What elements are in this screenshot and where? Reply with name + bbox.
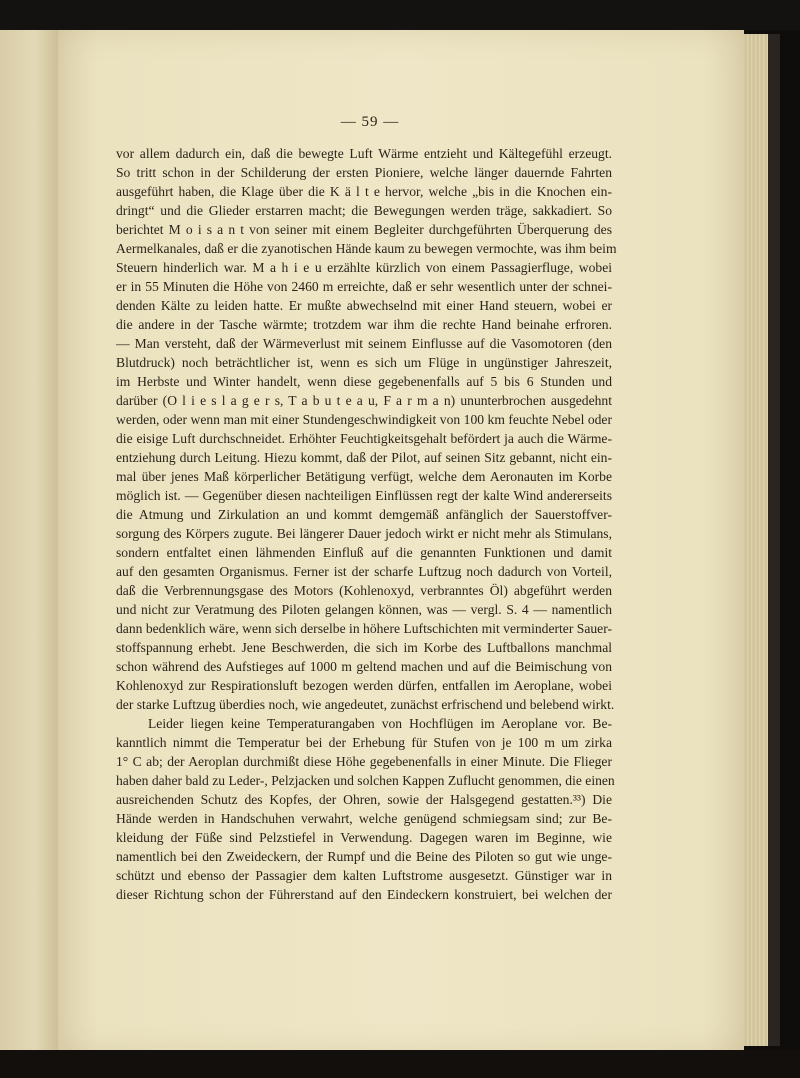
- book-cover-edge: [768, 34, 780, 1046]
- text-line: möglich ist. — Gegenüber diesen nachteiligen Einflüssen regt der kalte Wind andererseits: [116, 488, 612, 503]
- text-line: und nicht zur Veratmung des Piloten gelangen können, was — vergl. S. 4 — namentlich: [116, 602, 612, 617]
- paragraph-start-line: Leider liegen keine Temperaturangaben von Hochflügen im Aeroplane vor. Be-: [148, 716, 612, 731]
- text-line: stoffspannung erhebt. Jene Beschwerden, die sich im Korbe des Luftballons manchmal: [116, 640, 612, 655]
- text-line: ausreichenden Schutz des Kopfes, der Ohren, sowie der Halsgegend gestatten.³³) Die: [116, 792, 612, 807]
- text-line: Blutdruck) noch beträchtlicher ist, wenn es sich um Flüge in ungünstiger Jahreszeit,: [116, 355, 612, 370]
- text-line: werden, oder wenn man mit einer Stundengeschwindigkeit von 100 km feuchte Nebel oder: [116, 412, 612, 427]
- text-line: namentlich bei den Zweideckern, der Rumpf und die Beine des Piloten so gut wie unge-: [116, 849, 612, 864]
- text-line: ausgeführt haben, die Klage über die K ä l t e hervor, welche „bis in die Knochen ein-: [116, 184, 612, 199]
- text-line: Steuern hinderlich war. M a h i e u erzählte kürzlich von einem Passagierfluge, wobei: [116, 260, 612, 275]
- scan-top-border: [0, 0, 800, 30]
- text-line: darüber (O l i e s l a g e r s, T a b u t e a u, F a r m a n) ununterbrochen ausgedehnt: [116, 393, 612, 408]
- text-line: denden Kälte zu leiden hatte. Er mußte abwechselnd mit einer Hand steuern, wobei er: [116, 298, 612, 313]
- body-text: [116, 144, 617, 904]
- scan-bottom-border: [0, 1050, 800, 1078]
- text-line: sondern entfaltet einen lähmenden Einfluß auf die genannten Funktionen und damit: [116, 545, 612, 560]
- text-line: die Atmung und Zirkulation an und kommt demgemäß anfänglich der Sauerstoffver-: [116, 507, 612, 522]
- text-line: So tritt schon in der Schilderung der ersten Pioniere, welche länger dauernde Fahrten: [116, 165, 612, 180]
- text-line: — Man versteht, daß der Wärmeverlust mit seinem Einflusse auf die Vasomotoren (den: [116, 336, 612, 351]
- paragraph-end-line: der starke Luftzug überdies noch, wie angedeutet, zunächst erfrischend und belebend wirkt.: [116, 697, 615, 712]
- text-line: berichtet M o i s a n t von seiner mit einem Begleiter durchgeführten Überquerung des: [116, 222, 612, 237]
- text-line: die eisige Luft durchschneidet. Erhöhter Feuchtigkeitsgehalt befördert ja auch die Wärme-: [116, 431, 612, 446]
- text-line: die andere in der Tasche wärmte; trotzdem war ihm die rechte Hand beinahe erfroren.: [116, 317, 612, 332]
- text-line: schützt und ebenso der Passagier dem kalten Luftstrome ausgesetzt. Günstiger war in: [116, 868, 612, 883]
- text-line: Aermelkanales, daß er die zyanotischen Hände kaum zu bewegen vermochte, was ihm beim: [116, 241, 617, 256]
- text-line: dieser Richtung schon der Führerstand auf den Eindeckern konstruiert, bei welchen der: [116, 887, 612, 902]
- page-number: — 59 —: [340, 114, 400, 130]
- text-line: daß die Verbrennungsgase des Motors (Kohlenoxyd, verbranntes Öl) abgeführt werden: [116, 583, 612, 598]
- text-line: sorgung des Körpers zugute. Bei längerer Dauer jedoch wirkt er nicht mehr als Stimulans,: [116, 526, 612, 541]
- text-line: entziehung durch Leitung. Hiezu kommt, daß der Pilot, auf seinen Sitz gebannt, nicht ein-: [116, 450, 612, 465]
- text-line: kleidung der Füße sind Pelzstiefel in Verwendung. Dagegen waren im Beginne, wie: [116, 830, 612, 845]
- text-line: im Herbste und Winter handelt, wenn diese gegebenenfalls auf 5 bis 6 Stunden und: [116, 374, 612, 389]
- text-line: haben daher bald zu Leder-, Pelzjacken und solchen Kappen Zuflucht genommen, die einen: [116, 773, 615, 788]
- text-line: dringt“ und die Glieder erstarren macht; die Bewegungen werden träge, sakkadiert. So: [116, 203, 612, 218]
- text-line: dann bedenklich wäre, wenn sich derselbe in höhere Luftschichten mit verminderter Sauer-: [116, 621, 612, 636]
- text-line: kanntlich nimmt die Temperatur bei der Erhebung für Stufen von je 100 m um zirka: [116, 735, 612, 750]
- text-line: Hände werden in Handschuhen verwahrt, welche genügend schmiegsam sind; zur Be-: [116, 811, 612, 826]
- text-line: auf den gesamten Organismus. Ferner ist der scharfe Luftzug noch dadurch von Vorteil,: [116, 564, 612, 579]
- text-line: Kohlenoxyd zur Respirationsluft bezogen werden dürfen, entfallen im Aeroplane, wobei: [116, 678, 612, 693]
- page-stack-edge: [744, 34, 768, 1046]
- text-line: mal über jenes Maß körperlicher Betätigung verfügt, welche dem Aeronauten im Korbe: [116, 469, 612, 484]
- left-page-edge: [0, 30, 59, 1050]
- text-line: er in 55 Minuten die Höhe von 2460 m erreichte, daß er sehr wesentlich unter der schnei-: [116, 279, 612, 294]
- text-line: 1° C ab; der Aeroplan durchmißt diese Höhe gegebenenfalls in einer Minute. Die Flieger: [116, 754, 612, 769]
- text-line: schon während des Aufstieges auf 1000 m geltend machen und auf die Beimischung von: [116, 659, 612, 674]
- text-line: vor allem dadurch ein, daß die bewegte Luft Wärme entzieht und Kältegefühl erzeugt.: [116, 146, 612, 161]
